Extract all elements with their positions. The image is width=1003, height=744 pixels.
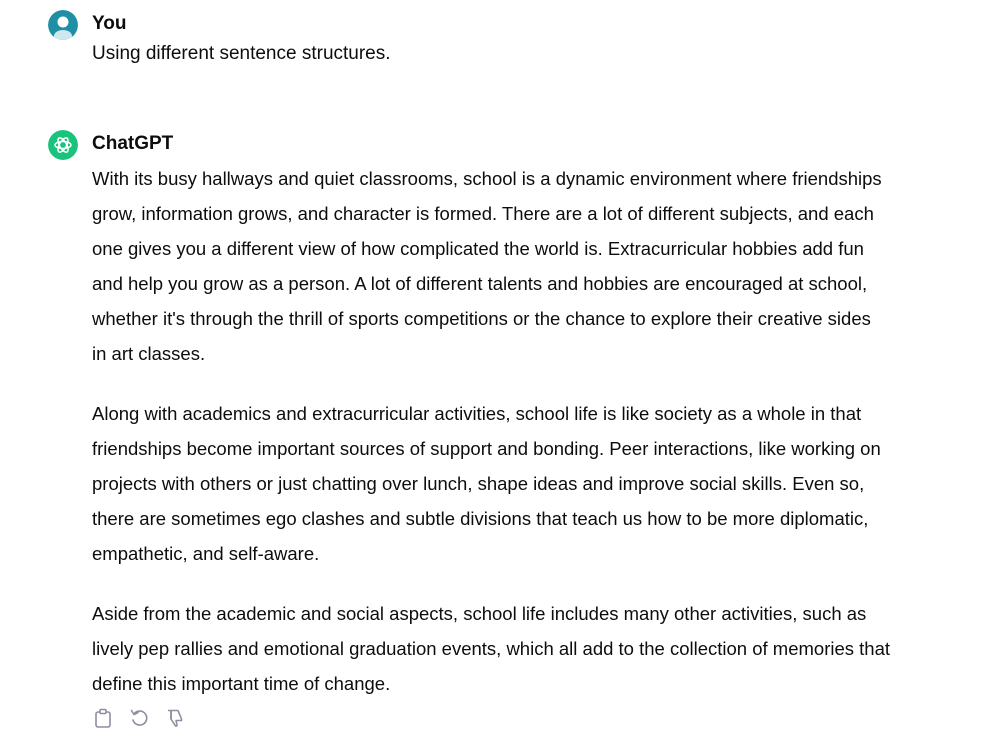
paragraph-line: projects with others or just chatting over lunch, shape ideas and improve social skills. Even so,: [92, 473, 865, 494]
user-avatar-icon: [48, 10, 78, 40]
paragraph-line: and help you grow as a person. A lot of different talents and hobbies are encouraged at school,: [92, 273, 868, 294]
paragraph-line: one gives you a different view of how complicated the world is. Extracurricular hobbies add fun: [92, 238, 864, 259]
thumbs-down-icon: [165, 708, 185, 728]
assistant-message-body: [92, 161, 962, 726]
paragraph-line: in art classes.: [92, 343, 206, 364]
paragraph-line: grow, information grows, and character is formed. There are a lot of different subjects, and each: [92, 203, 874, 224]
user-author-name: You: [92, 13, 127, 34]
copy-button[interactable]: [93, 706, 113, 730]
chatgpt-logo-icon: [48, 130, 78, 160]
regenerate-button[interactable]: [129, 706, 149, 730]
paragraph-line: there are sometimes ego clashes and subtle divisions that teach us how to be more diplomatic,: [92, 508, 869, 529]
paragraph-line: define this important time of change.: [92, 673, 391, 694]
paragraph-line: friendships become important sources of support and bonding. Peer interactions, like working on: [92, 438, 881, 459]
assistant-paragraph: [92, 596, 962, 701]
paragraph-line: whether it's through the thrill of sports competitions or the chance to explore their creative sides: [92, 308, 871, 329]
regenerate-icon: [129, 708, 149, 728]
thumbs-down-button[interactable]: [165, 706, 185, 730]
assistant-paragraph: [92, 396, 962, 571]
assistant-paragraph: [92, 161, 962, 371]
paragraph-line: empathetic, and self-aware.: [92, 543, 320, 564]
paragraph-line: Aside from the academic and social aspects, school life includes many other activities, such as: [92, 603, 867, 624]
paragraph-line: Along with academics and extracurricular activities, school life is like society as a whole in that: [92, 403, 862, 424]
user-avatar: [48, 10, 78, 40]
user-message-text: Using different sentence structures.: [92, 43, 391, 64]
copy-icon: [94, 708, 112, 728]
assistant-author-name: ChatGPT: [92, 133, 174, 154]
paragraph-line: lively pep rallies and emotional graduation events, which all add to the collection of memories that: [92, 638, 891, 659]
paragraph-line: With its busy hallways and quiet classrooms, school is a dynamic environment where friendships: [92, 168, 882, 189]
message-actions: [93, 706, 185, 730]
assistant-avatar: [48, 130, 78, 160]
